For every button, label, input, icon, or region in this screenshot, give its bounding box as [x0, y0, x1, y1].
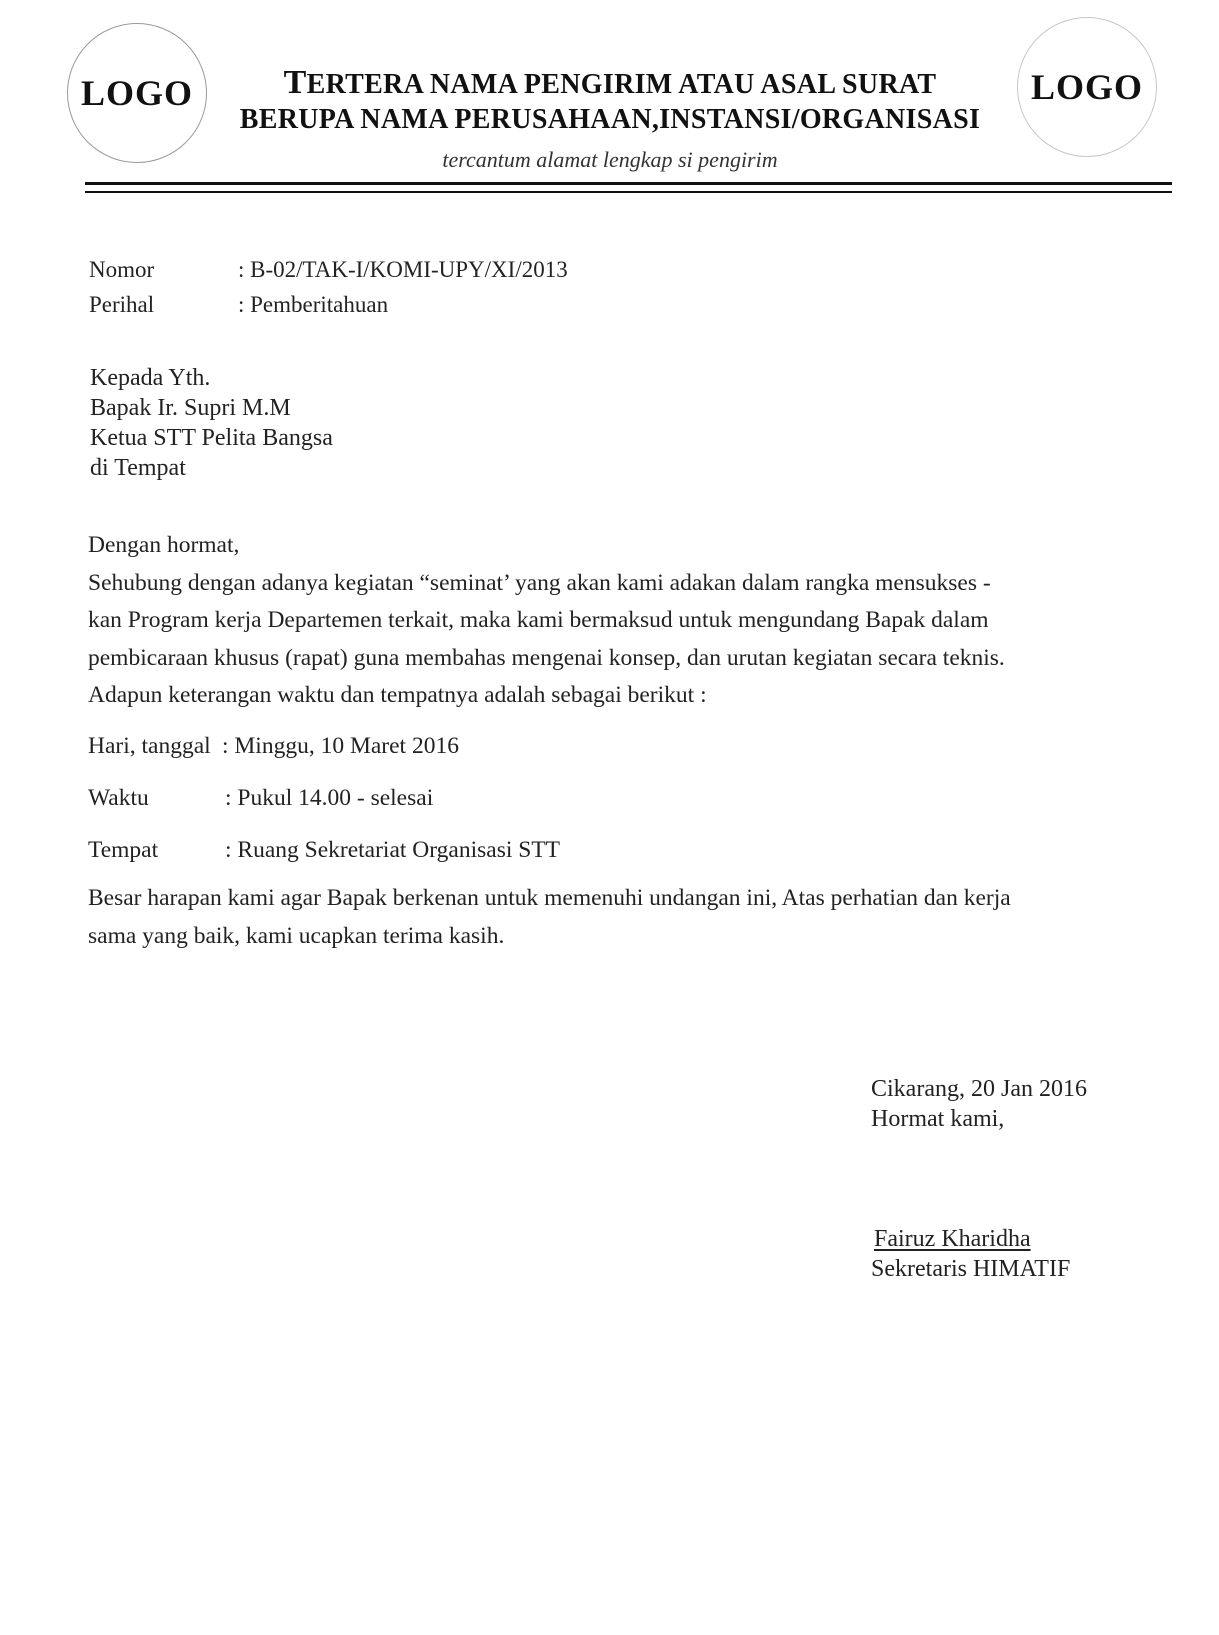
recipient-line-3: Ketua STT Pelita Bangsa: [90, 425, 333, 451]
letterhead-subtitle: tercantum alamat lengkap si pengirim: [442, 147, 778, 172]
signer-name: Fairuz Kharidha: [874, 1226, 1031, 1252]
recipient-line-2: Bapak Ir. Supri M.M: [90, 395, 291, 421]
letterhead-divider-thick: [85, 182, 1172, 185]
perihal-value: : Pemberitahuan: [238, 292, 389, 317]
place-date: Cikarang, 20 Jan 2016: [871, 1076, 1087, 1102]
title-line-1-rest: ERTERA NAMA PENGIRIM ATAU ASAL SURAT: [306, 69, 937, 100]
greeting: Dengan hormat,: [88, 532, 240, 558]
letterhead-title-line-1: [200, 64, 1020, 102]
closing-line: Besar harapan kami agar Bapak berkenan untuk memenuhi undangan ini, Atas perhatian dan kerja: [88, 885, 1011, 911]
tempat-value: : Ruang Sekretariat Organisasi STT: [225, 837, 561, 863]
paragraph-line: kan Program kerja Departemen terkait, maka kami bermaksud untuk mengundang Bapak dalam: [88, 607, 989, 633]
paragraph-line: Adapun keterangan waktu dan tempatnya adalah sebagai berikut :: [88, 682, 707, 708]
nomor-label: Nomor: [89, 257, 155, 282]
paragraph-line: pembicaraan khusus (rapat) guna membahas mengenai konsep, dan urutan kegiatan secara teknis.: [88, 645, 1005, 671]
title-initial: T: [283, 64, 307, 101]
letterhead-title-line-2: BERUPA NAMA PERUSAHAAN,INSTANSI/ORGANISASI: [239, 104, 981, 135]
perihal-label: Perihal: [89, 292, 155, 317]
hari-value: : Minggu, 10 Maret 2016: [222, 733, 459, 759]
recipient-line-4: di Tempat: [90, 455, 186, 481]
logo-left: LOGO: [67, 23, 207, 163]
salutation: Hormat kami,: [871, 1106, 1005, 1132]
nomor-value: : B-02/TAK-I/KOMI-UPY/XI/2013: [238, 257, 568, 282]
waktu-label: Waktu: [88, 785, 149, 811]
tempat-label: Tempat: [88, 837, 159, 863]
hari-label: Hari, tanggal: [88, 733, 211, 759]
waktu-value: : Pukul 14.00 - selesai: [225, 785, 434, 811]
letterhead-divider-thin: [85, 191, 1172, 193]
recipient-line-1: Kepada Yth.: [90, 365, 211, 391]
paragraph-line: Sehubung dengan adanya kegiatan “seminat’ yang akan kami adakan dalam rangka mensukses -: [88, 570, 991, 596]
closing-line: sama yang baik, kami ucapkan terima kasih.: [88, 923, 505, 949]
signer-title: Sekretaris HIMATIF: [871, 1256, 1071, 1282]
logo-right: LOGO: [1017, 17, 1157, 157]
